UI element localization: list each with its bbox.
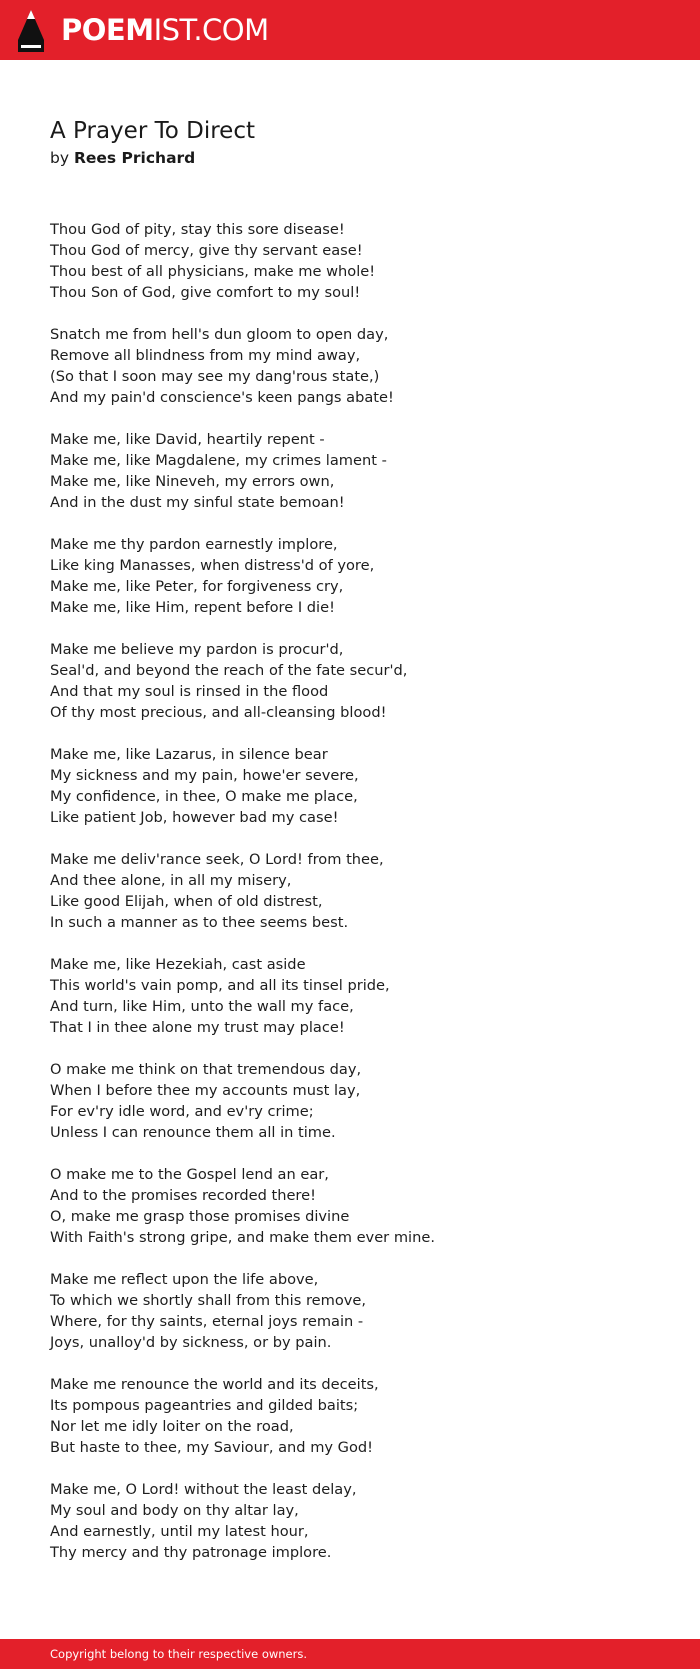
logo-text-bold: POEM — [61, 13, 154, 47]
site-header — [0, 0, 700, 60]
poem-line: And thee alone, in all my misery, — [50, 872, 292, 889]
poem-line: Make me, like David, heartily repent - — [50, 431, 325, 448]
poem-stanza — [50, 1374, 670, 1458]
poem-line: Make me, like Him, repent before I die! — [50, 599, 335, 616]
poem-stanza — [50, 954, 670, 1038]
poem-line: Make me, like Hezekiah, cast aside — [50, 956, 306, 973]
poem-line: Make me renounce the world and its deceits, — [50, 1376, 379, 1393]
poem-stanza — [50, 849, 670, 933]
poem-line: O make me think on that tremendous day, — [50, 1061, 362, 1078]
poem-line: To which we shortly shall from this remove, — [50, 1292, 367, 1309]
poem-line: Like king Manasses, when distress'd of yore, — [50, 557, 375, 574]
poem-line: Thy mercy and thy patronage implore. — [50, 1544, 332, 1561]
poem-line: For ev'ry idle word, and ev'ry crime; — [50, 1103, 314, 1120]
poem-line: Nor let me idly loiter on the road, — [50, 1418, 294, 1435]
poem-line: Make me thy pardon earnestly implore, — [50, 536, 338, 553]
poem-line: Make me deliv'rance seek, O Lord! from thee, — [50, 851, 384, 868]
by-label: by — [50, 149, 70, 167]
poem-line: My confidence, in thee, O make me place, — [50, 788, 358, 805]
poem-line: Thou God of pity, stay this sore disease! — [50, 221, 345, 238]
poem-line: With Faith's strong gripe, and make them ever mine. — [50, 1229, 435, 1246]
poem-line: Of thy most precious, and all-cleansing blood! — [50, 704, 387, 721]
poem-title: A Prayer To Direct — [50, 118, 255, 144]
poem-line: Seal'd, and beyond the reach of the fate secur'd, — [50, 662, 408, 679]
poem-line: Like patient Job, however bad my case! — [50, 809, 339, 826]
poem-byline — [50, 148, 195, 168]
poem-line: Remove all blindness from my mind away, — [50, 347, 361, 364]
pencil-tip-icon[interactable] — [17, 10, 45, 52]
poem-line: And to the promises recorded there! — [50, 1187, 316, 1204]
poem-line: And that my soul is rinsed in the flood — [50, 683, 329, 700]
poem-line: Make me, like Peter, for forgiveness cry, — [50, 578, 344, 595]
poem-line: When I before thee my accounts must lay, — [50, 1082, 361, 1099]
copyright-text: Copyright belong to their respective owners. — [50, 1647, 308, 1661]
poem-body — [50, 219, 670, 1584]
poem-line: My sickness and my pain, howe'er severe, — [50, 767, 359, 784]
poem-line: Snatch me from hell's dun gloom to open day, — [50, 326, 389, 343]
poem-line: Make me, like Lazarus, in silence bear — [50, 746, 328, 763]
site-logo[interactable] — [61, 12, 269, 48]
poem-line: Make me, O Lord! without the least delay, — [50, 1481, 357, 1498]
poem-line: That I in thee alone my trust may place! — [50, 1019, 345, 1036]
poem-line: Make me reflect upon the life above, — [50, 1271, 319, 1288]
poem-line: Make me, like Nineveh, my errors own, — [50, 473, 335, 490]
poem-line: And earnestly, until my latest hour, — [50, 1523, 309, 1540]
poem-line: O make me to the Gospel lend an ear, — [50, 1166, 329, 1183]
poem-line: Like good Elijah, when of old distrest, — [50, 893, 323, 910]
site-footer — [0, 1639, 700, 1669]
poem-line: And turn, like Him, unto the wall my face, — [50, 998, 354, 1015]
poem-line: Thou Son of God, give comfort to my soul! — [50, 284, 361, 301]
poem-stanza — [50, 1479, 670, 1563]
poem-stanza — [50, 219, 670, 303]
poem-line: Where, for thy saints, eternal joys remain - — [50, 1313, 364, 1330]
poem-line: And in the dust my sinful state bemoan! — [50, 494, 345, 511]
poem-line: My soul and body on thy altar lay, — [50, 1502, 299, 1519]
poem-line: And my pain'd conscience's keen pangs abate! — [50, 389, 394, 406]
poem-line: In such a manner as to thee seems best. — [50, 914, 349, 931]
poem-line: Thou God of mercy, give thy servant ease! — [50, 242, 363, 259]
poem-stanza — [50, 324, 670, 408]
poem-line: Make me believe my pardon is procur'd, — [50, 641, 344, 658]
poem-stanza — [50, 429, 670, 513]
poem-line: Joys, unalloy'd by sickness, or by pain. — [50, 1334, 332, 1351]
poem-line: O, make me grasp those promises divine — [50, 1208, 350, 1225]
poem-line: But haste to thee, my Saviour, and my God! — [50, 1439, 374, 1456]
poem-stanza — [50, 534, 670, 618]
poem-stanza — [50, 1164, 670, 1248]
poem-stanza — [50, 1269, 670, 1353]
poem-author: Rees Prichard — [73, 149, 196, 167]
poem-line: Make me, like Magdalene, my crimes lament - — [50, 452, 387, 469]
poem-line: This world's vain pomp, and all its tinsel pride, — [50, 977, 390, 994]
poem-line: (So that I soon may see my dang'rous state,) — [50, 368, 380, 385]
poem-stanza — [50, 1059, 670, 1143]
poem-stanza — [50, 744, 670, 828]
poem-line: Thou best of all physicians, make me whole! — [50, 263, 376, 280]
logo-text-light: IST.COM — [153, 13, 269, 47]
poem-line: Its pompous pageantries and gilded baits; — [50, 1397, 359, 1414]
poem-line: Unless I can renounce them all in time. — [50, 1124, 336, 1141]
poem-stanza — [50, 639, 670, 723]
